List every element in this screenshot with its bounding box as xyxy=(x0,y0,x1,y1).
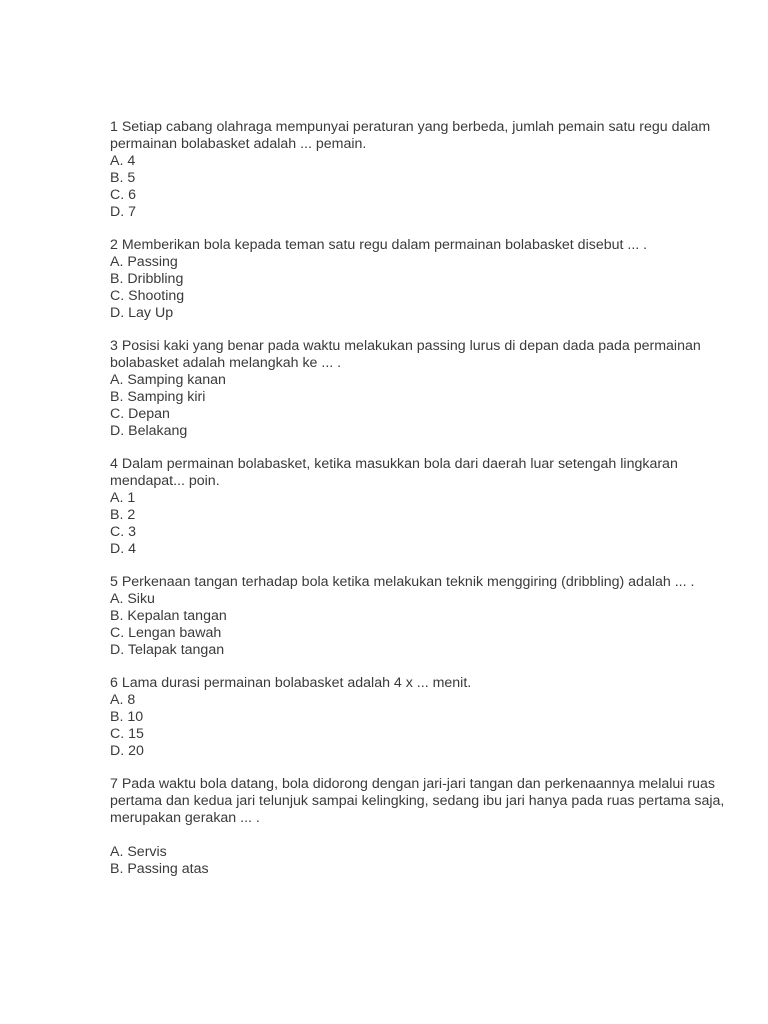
option-b: B. Passing atas xyxy=(110,861,209,877)
question-text: 5 Perkenaan tangan terhadap bola ketika melakukan teknik menggiring (dribbling) adalah ... . xyxy=(110,574,695,590)
option-list xyxy=(110,844,730,878)
question-text: 3 Posisi kaki yang benar pada waktu melakukan passing lurus di depan dada pada permainan bolabasket adalah melangkah ke ... . xyxy=(110,338,701,371)
option-b: B. 5 xyxy=(110,170,136,186)
option-b: B. Dribbling xyxy=(110,271,184,287)
question-text: 2 Memberikan bola kepada teman satu regu dalam permainan bolabasket disebut ... . xyxy=(110,237,648,253)
question-5 xyxy=(110,574,730,659)
option-b: B. Kepalan tangan xyxy=(110,608,227,624)
option-b: B. 10 xyxy=(110,709,144,725)
option-list xyxy=(110,254,730,322)
option-list xyxy=(110,372,730,440)
option-d: D. 4 xyxy=(110,541,137,557)
question-text: 6 Lama durasi permainan bolabasket adalah 4 x ... menit. xyxy=(110,675,472,691)
question-7 xyxy=(110,776,730,878)
question-4 xyxy=(110,456,730,558)
option-d: D. 7 xyxy=(110,204,137,220)
option-a: A. Samping kanan xyxy=(110,372,226,388)
option-list xyxy=(110,591,730,659)
option-list xyxy=(110,490,730,558)
option-list xyxy=(110,153,730,221)
option-a: A. Passing xyxy=(110,254,178,270)
question-3 xyxy=(110,338,730,440)
option-c: C. 6 xyxy=(110,187,137,203)
document-page xyxy=(110,119,730,894)
option-d: D. 20 xyxy=(110,743,144,759)
question-text: 4 Dalam permainan bolabasket, ketika masukkan bola dari daerah luar setengah lingkaran mendapat... poin. xyxy=(110,456,678,489)
option-a: A. 1 xyxy=(110,490,136,506)
question-text: 7 Pada waktu bola datang, bola didorong dengan jari-jari tangan dan perkenaannya melalui ruas pertama dan kedua jari telunjuk sampai kelingking, sedang ibu jari hanya pada ruas pertama saja, merupakan gerakan ... . xyxy=(110,776,725,826)
option-a: A. 4 xyxy=(110,153,136,169)
option-c: C. Shooting xyxy=(110,288,185,304)
question-1 xyxy=(110,119,730,221)
question-2 xyxy=(110,237,730,322)
option-b: B. Samping kiri xyxy=(110,389,206,405)
option-a: A. Siku xyxy=(110,591,155,607)
question-text: 1 Setiap cabang olahraga mempunyai peraturan yang berbeda, jumlah pemain satu regu dalam permainan bolabasket adalah ... pemain. xyxy=(110,119,711,152)
option-d: D. Telapak tangan xyxy=(110,642,225,658)
option-b: B. 2 xyxy=(110,507,136,523)
option-c: C. 15 xyxy=(110,726,144,742)
option-c: C. 3 xyxy=(110,524,137,540)
option-c: C. Lengan bawah xyxy=(110,625,222,641)
option-c: C. Depan xyxy=(110,406,170,422)
option-a: A. Servis xyxy=(110,844,167,860)
question-6 xyxy=(110,675,730,760)
option-a: A. 8 xyxy=(110,692,136,708)
option-d: D. Belakang xyxy=(110,423,188,439)
option-d: D. Lay Up xyxy=(110,305,174,321)
option-list xyxy=(110,692,730,760)
